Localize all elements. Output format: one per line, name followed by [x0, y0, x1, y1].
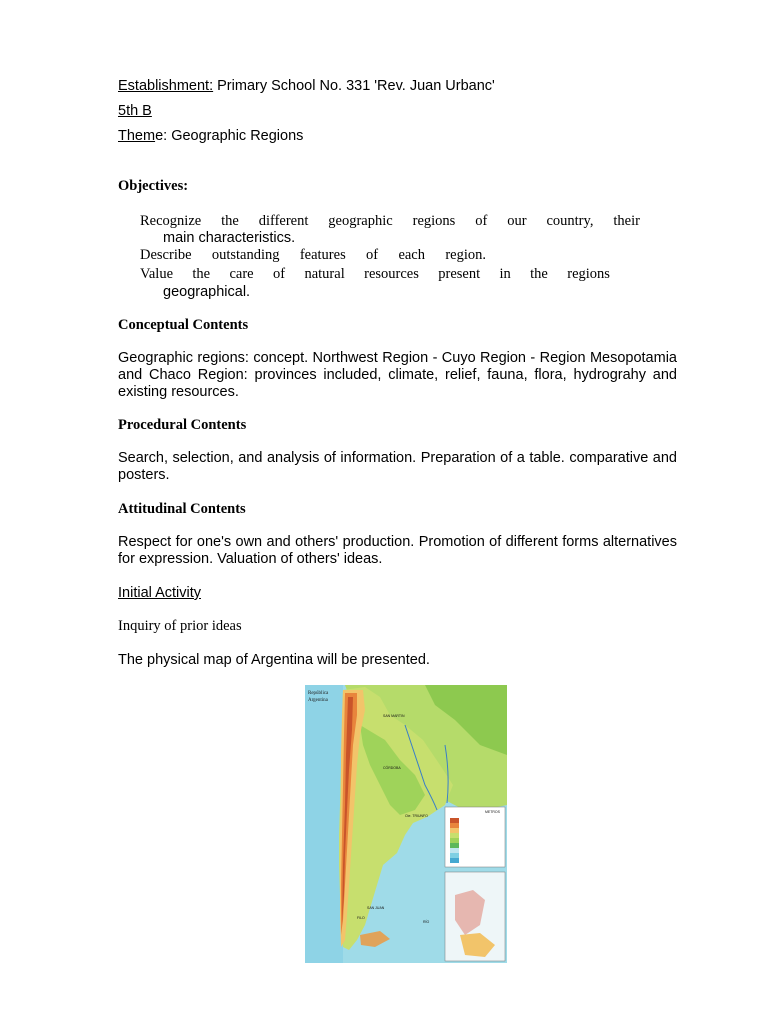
establishment-value: Primary School No. 331 'Rev. Juan Urbanc' [213, 78, 495, 94]
objective-item-3 [140, 266, 610, 301]
objective-1-words [140, 213, 640, 230]
map-legend-swatch-5 [450, 838, 459, 843]
objective-word: present [438, 266, 481, 282]
objective-word: of [366, 247, 379, 263]
objective-word: in [499, 266, 511, 282]
objective-item-2 [140, 247, 486, 264]
objective-word: features [299, 247, 346, 263]
objective-1-cont: main characteristics. [163, 230, 296, 246]
initial-activity-subheading: Inquiry of prior ideas [118, 618, 242, 634]
map-legend [445, 807, 505, 867]
map-legend-swatch-7 [450, 848, 459, 853]
map-title-1: República [308, 691, 329, 696]
objective-word: each [398, 247, 425, 263]
map-label-filo: FILO [357, 916, 365, 920]
initial-activity-text: The physical map of Argentina will be presented. [118, 652, 430, 668]
theme-label: Them [118, 128, 156, 144]
objective-word: outstanding [211, 247, 280, 263]
objective-word: Describe [140, 247, 192, 263]
objective-word: country, [546, 213, 594, 229]
objective-word: the [221, 213, 239, 229]
map-title-2: Argentina [308, 698, 328, 703]
objective-word: the [192, 266, 211, 282]
procedural-heading: Procedural Contents [118, 417, 247, 433]
theme-label-rest: e [155, 128, 164, 144]
conceptual-heading: Conceptual Contents [118, 317, 249, 333]
objective-2-words [140, 247, 486, 264]
map-label-san-martin: SAN MARTIN [383, 714, 405, 718]
objective-item-1 [140, 213, 640, 247]
objective-word: different [258, 213, 309, 229]
map-label-cordoba: CÓRDOBA [383, 766, 401, 770]
attitudinal-heading: Attitudinal Contents [118, 501, 246, 517]
objective-word: natural [304, 266, 345, 282]
map-legend-swatch-4 [450, 833, 459, 838]
objective-word: regions [567, 266, 610, 282]
conceptual-text: Geographic regions: concept. Northwest Region - Cuyo Region - Region Mesopotamia and Chaco Region: provinces included, climate, relief, fauna, flora, hydrograhy and existing resources. [118, 350, 677, 400]
map-legend-swatch-9 [450, 858, 459, 863]
map-legend-title: METROS [485, 810, 500, 814]
objective-word: the [530, 266, 548, 282]
map-legend-swatch-3 [450, 828, 459, 833]
initial-activity-label: Initial Activity [118, 585, 201, 601]
grade-line [118, 103, 160, 120]
map-sea-west [305, 685, 343, 963]
map-label-rio: RÍO [423, 920, 430, 924]
initial-activity-heading [118, 585, 218, 602]
objective-word: of [475, 213, 488, 229]
establishment-line [118, 78, 495, 95]
objective-word: Recognize [140, 213, 202, 229]
grade-label: 5th B [118, 103, 152, 119]
objective-word: resources [364, 266, 419, 282]
map-label-san-juan: SAN JUAN [367, 906, 385, 910]
objective-word: region. [445, 247, 486, 263]
map-antarctica-inset [445, 872, 505, 961]
objective-word: of [273, 266, 286, 282]
objective-3-cont: geographical. [163, 284, 251, 300]
map-legend-swatch-6 [450, 843, 459, 848]
theme-value: : Geographic Regions [163, 128, 304, 144]
objective-word: Value [140, 266, 174, 282]
map-legend-swatch-1 [450, 818, 459, 823]
objective-word: our [507, 213, 527, 229]
attitudinal-text: Respect for one's own and others' production. Promotion of different forms alternatives for expression. Valuation of others' ideas. [118, 534, 677, 567]
objective-3-words [140, 266, 610, 283]
objective-word: regions [412, 213, 456, 229]
theme-line [118, 128, 303, 145]
map-legend-swatch-8 [450, 853, 459, 858]
objectives-heading: Objectives: [118, 178, 189, 194]
objective-word: care [229, 266, 254, 282]
physical-map-argentina [305, 685, 507, 963]
objective-word: their [613, 213, 640, 229]
map-legend-swatch-2 [450, 823, 459, 828]
map-label-triunfo: Cte. TRIUNFO [405, 814, 428, 818]
establishment-label: Establishment: [118, 78, 214, 94]
objective-word: geographic [328, 213, 393, 229]
procedural-text: Search, selection, and analysis of information. Preparation of a table. comparative and posters. [118, 450, 677, 483]
